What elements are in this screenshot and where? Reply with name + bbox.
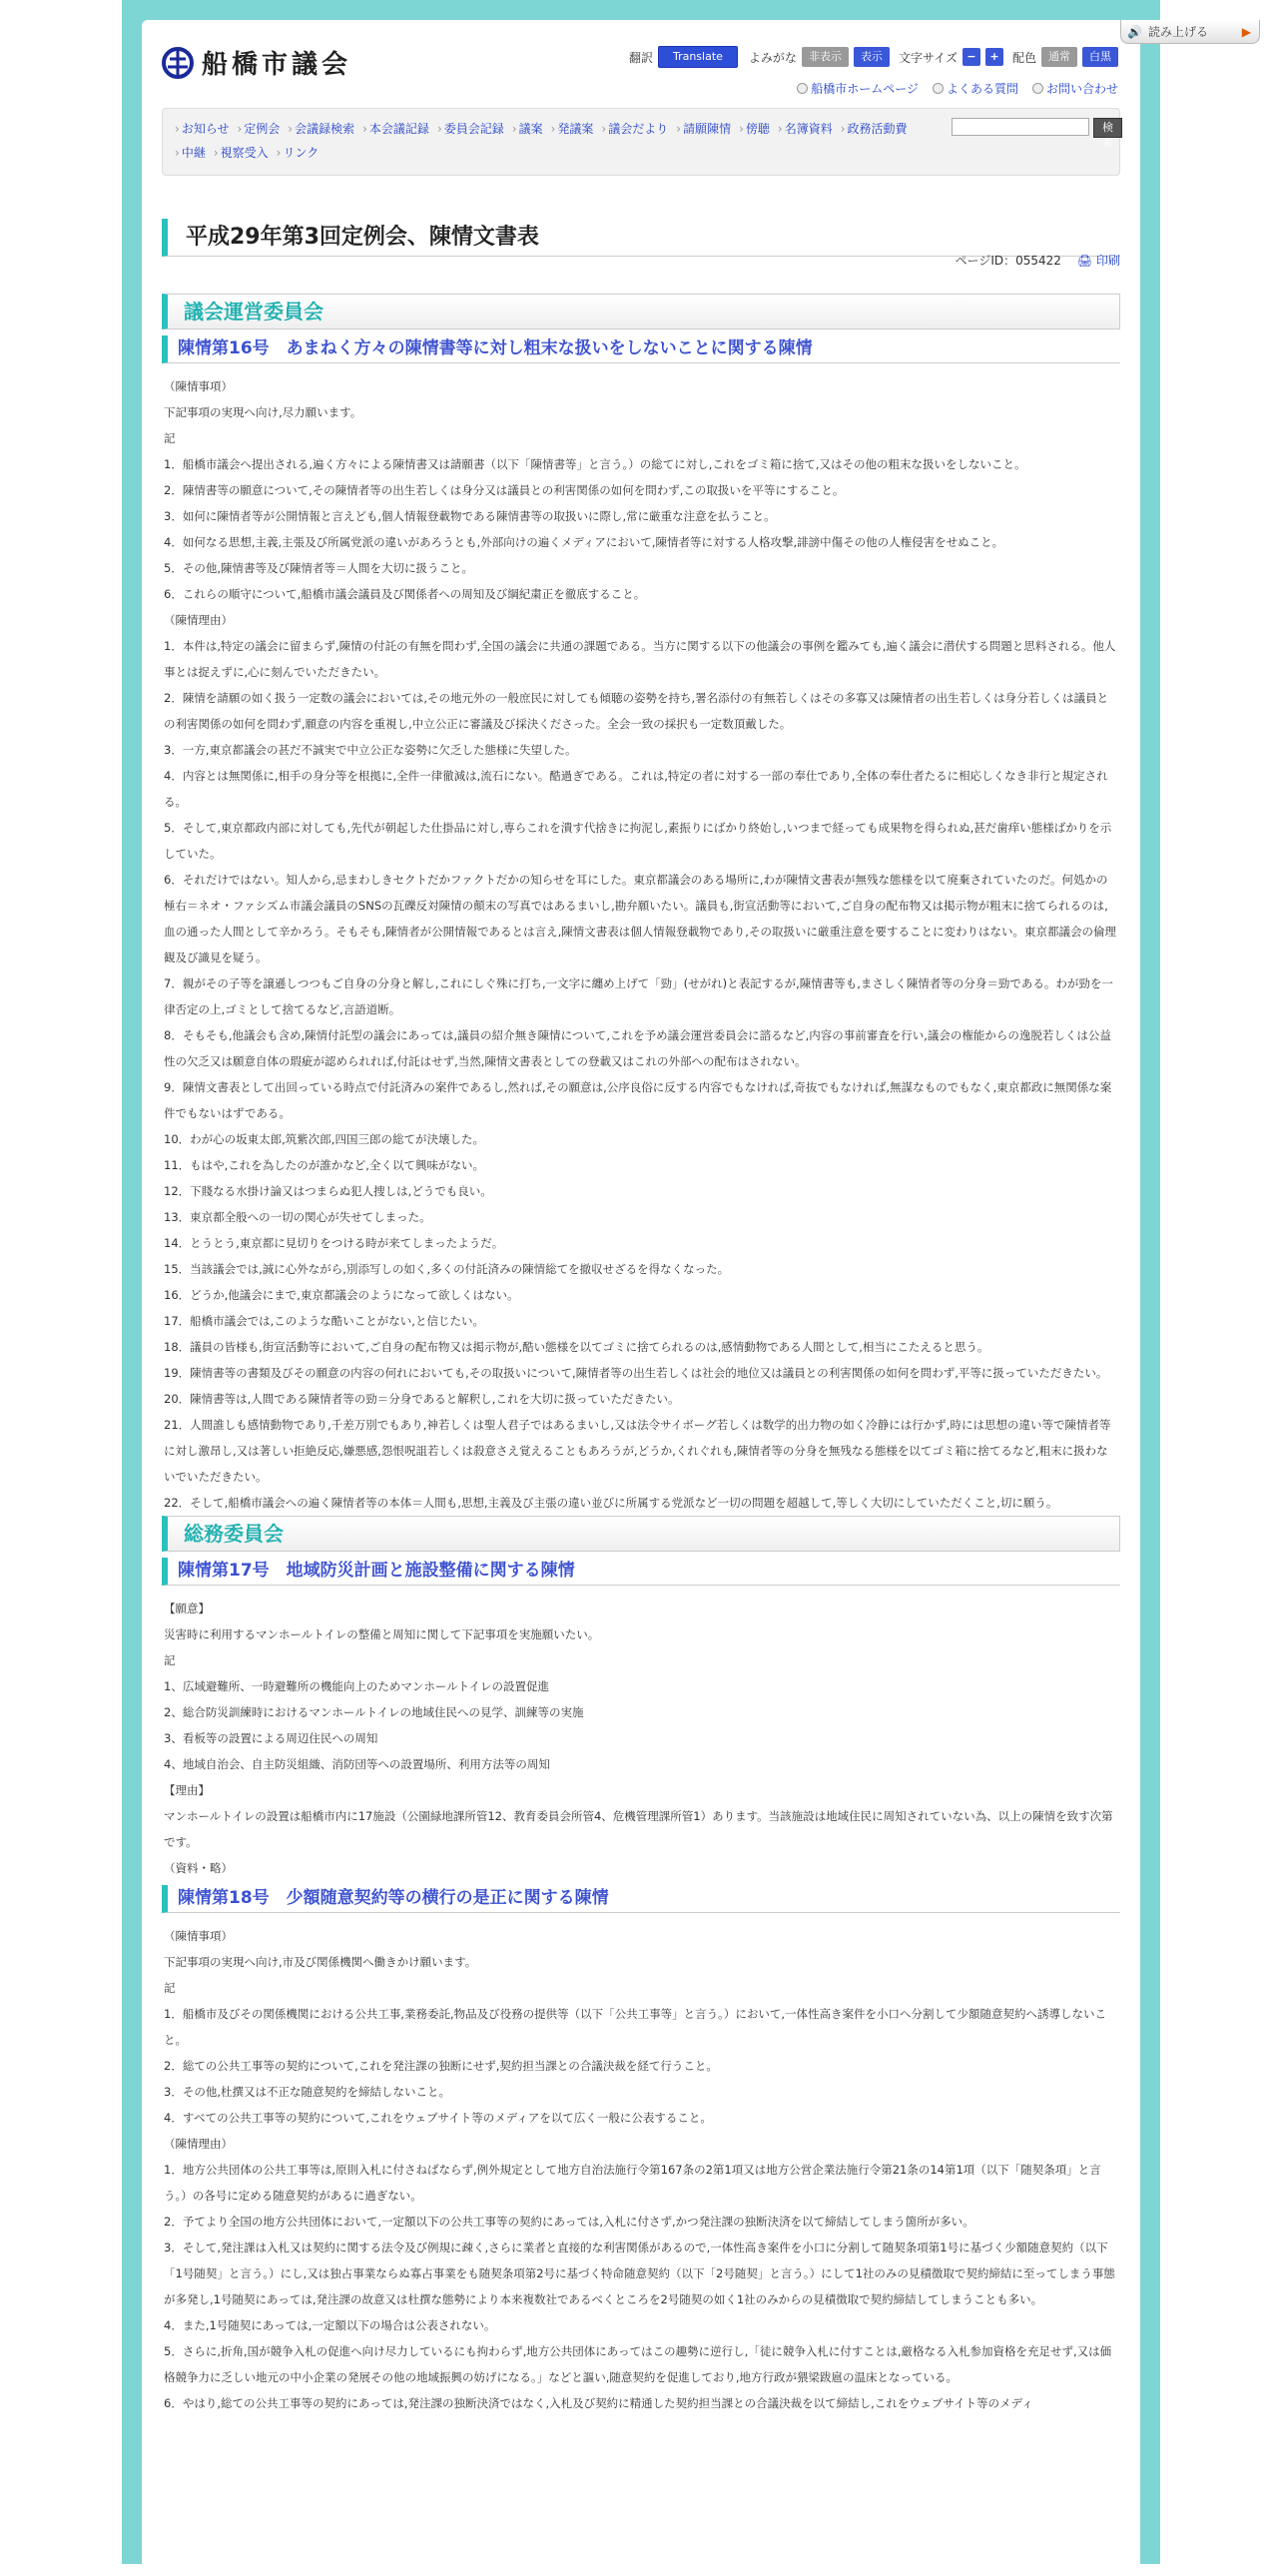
body-paragraph: 5．そして,東京都政内部に対しても,先代が朝起した仕掛品に対し,専らこれを潰す代捨きに拘泥し,素振りにばかり終始し,いつまで経っても成果物を得られぬ,甚だ歯痒い態様ばかりを示していた。 <box>164 821 1112 861</box>
body-paragraph: 2、総合防災訓練時におけるマンホールトイレの地域住民への見学、訓練等の実施 <box>164 1705 584 1719</box>
body-paragraph: 18．議員の皆様も,街宣活動等において,ご自身の配布物又は掲示物が,酷い態様を以てゴミに捨てられるのは,感情動物である人間として,相当にこたえると思う。 <box>164 1340 989 1354</box>
body-paragraph: 4．すべての公共工事等の契約について,これをウェブサイト等のメディアを以て広く一般に公表すること。 <box>164 2111 712 2125</box>
body-paragraph: 1．本件は,特定の議会に留まらず,陳情の付託の有無を問わず,全国の議会に共通の課題である。当方に関する以下の他議会の事例を鑑みても,遍く議会に潜伏する問題と思料される。他人事とは捉えずに,心に刻んでいただきたい。 <box>164 639 1116 679</box>
bullet-icon <box>797 83 808 94</box>
body-paragraph: 15．当該議会では,誠に心外ながら,別添写しの如く,多くの付託済みの陳情総てを撤収せざるを得なくなった。 <box>164 1262 730 1276</box>
site-logo[interactable] <box>162 44 351 81</box>
body-paragraph: 1．船橋市及びその関係機関における公共工事,業務委託,物品及び役務の提供等（以下「公共工事等」と言う。）において,一体性高き案件を小口へ分割して少額随意契約へ誘導しないこと。 <box>164 2007 1107 2047</box>
body-paragraph: 6．それだけではない。知人から,忌まわしきセクトだかファクトだかの知らせを耳にした。東京都議会のある場所に,わが陳情文書表が無残な態様を以て廃棄されていたのだ。何処かの極右＝ネオ・ファシズム市議会議員のSNSの瓦礫反対陳情の顛末の写真ではあるまいし,勘弁願いたい。議員も,街宣活動等において,ご自身の配布物又は掲示物が粗末に捨てられるのは,血の通った人間として辛かろう。そもそも,陳情者が公開情報であるとは言え,陳情文書表は個人情報登載物であり,その取扱いに厳重注意を要することに変わりはない。東京都議会の倫理観及び識見を疑う。 <box>164 873 1116 965</box>
page-title: 平成29年第3回定例会、陳情文書表 <box>162 219 1120 257</box>
nav-item[interactable]: › 傍聴 <box>739 117 770 141</box>
body-paragraph: 1、広域避難所、一時避難所の機能向上のためマンホールトイレの設置促進 <box>164 1679 550 1693</box>
nav-item[interactable]: › 請願陳情 <box>676 117 731 141</box>
page-id: ページID：055422 <box>955 254 1061 268</box>
contact-label: お問い合わせ <box>1045 82 1118 96</box>
petition-heading: 陳情第18号 少額随意契約等の横行の是正に関する陳情 <box>162 1885 1120 1913</box>
body-paragraph: 6．これらの順守について,船橋市議会議員及び関係者への周知及び綱紀粛正を徹底すること。 <box>164 587 646 601</box>
body-paragraph: 下記事項の実現へ向け,市及び関係機関へ働きかけ願います。 <box>164 1955 477 1969</box>
accessibility-tools <box>629 46 1118 68</box>
furigana-show-button[interactable]: 表示 <box>854 47 890 67</box>
body-paragraph: 1．船橋市議会へ提出される,遍く方々による陳情書又は請願書（以下「陳情書等」と言う。）の総てに対し,これをゴミ箱に捨て,又はその他の粗末な扱いをしないこと。 <box>164 457 1026 471</box>
translate-button[interactable]: Translate <box>658 46 738 68</box>
nav-item[interactable]: › 本会議記録 <box>362 117 429 141</box>
body-paragraph: （陳情事項） <box>164 1929 233 1943</box>
font-size-label: 文字サイズ <box>898 50 958 65</box>
body-paragraph: 記 <box>164 1981 176 1995</box>
body-paragraph: 2．陳情書等の願意について,その陳情者等の出生若しくは身分又は議員との利害関係の如何を問わず,この取扱いを平等にすること。 <box>164 483 845 497</box>
body-paragraph: （陳情事項） <box>164 379 233 393</box>
nav-list <box>175 117 934 165</box>
body-paragraph: 4、地域自治会、自主防災組織、消防団等への設置場所、利用方法等の周知 <box>164 1757 550 1771</box>
color-bw-button[interactable]: 白黒 <box>1082 47 1118 67</box>
page-meta <box>956 252 1120 269</box>
read-aloud-label: 読み上げる <box>1147 25 1208 39</box>
nav-item[interactable]: › リンク <box>277 141 320 165</box>
body-paragraph: （陳情理由） <box>164 613 233 627</box>
body-paragraph: 4．また,1号随契にあっては,一定額以下の場合は公表されない。 <box>164 2318 496 2332</box>
bullet-icon <box>1032 83 1043 94</box>
body-paragraph: 【願意】 <box>164 1602 210 1615</box>
body-paragraph: 7．親がその子等を譲遜しつつもご自身の分身と解し,これにしぐ殊に打ち,一文字に纏め上げて「勁」(せがれ)と表記するが,陳情書等も,まさしく陳情者等の分身＝勁である。わが勁を一律否定の上,ゴミとして捨てるなど,言語道断。 <box>164 976 1113 1016</box>
body-paragraph: 21．人間誰しも感情動物であり,千差万別でもあり,神若しくは聖人君子ではあるまいし,又は法令サイボーグ若しくは数学的出力物の如く冷静には行かず,時には思想の違い等で陳情者等に対し激昂し,又は著しい拒絶反応,嫌悪感,怨恨呪詛若しくは殺意さえ覚えることもあろうが,どうか,くれぐれも,陳情者等の分身を無残なる態様を以てゴミ箱に捨てるなど,粗末に扱わないでいただきたい。 <box>164 1418 1111 1484</box>
nav-item[interactable]: › 議案 <box>512 117 543 141</box>
nav-item[interactable]: › 視察受入 <box>214 141 269 165</box>
body-paragraph: 4．如何なる思想,主義,主張及び所属党派の違いがあろうとも,外部向けの遍くメディアにおいて,陳情者等に対する人格攻撃,誹謗中傷その他の人権侵害をせぬこと。 <box>164 535 1004 549</box>
body-paragraph: 10．わが心の坂東太郎,筑紫次郎,四国三郎の総てが決壊した。 <box>164 1132 484 1146</box>
city-homepage-label: 船橋市ホームページ <box>811 82 919 96</box>
body-paragraph: 19．陳情書等の書類及びその願意の内容の何れにおいても,その取扱いについて,陳情者等の出生若しくは社会的地位又は議員との利害関係の如何を問わず,平等に扱っていただきたい。 <box>164 1366 1108 1380</box>
city-homepage-link[interactable] <box>797 80 919 97</box>
nav-item[interactable]: › 中継 <box>175 141 206 165</box>
nav-item[interactable]: › 議会だより <box>601 117 668 141</box>
body-paragraph: 6．やはり,総ての公共工事等の契約にあっては,発注課の独断決済ではなく,入札及び契約に精通した契約担当課との合議決裁を以て締結し,これをウェブサイト等のメディ <box>164 2396 1033 2410</box>
body-paragraph: 1．地方公共団体の公共工事等は,原則入札に付さねばならず,例外規定として地方自治法施行令第167条の2第1項又は地方公営企業法施行令第21条の14第1項（以下「随契条項」と言う。）の各号に定める随意契約があるに過ぎない。 <box>164 2163 1101 2203</box>
bullet-icon <box>933 83 944 94</box>
city-emblem-icon <box>162 47 194 79</box>
search-button[interactable]: 検索 <box>1093 118 1122 138</box>
body-paragraph: 3、看板等の設置による周辺住民への周知 <box>164 1731 378 1745</box>
color-label: 配色 <box>1011 50 1036 65</box>
site-name: 船橋市議会 <box>202 50 352 80</box>
body-paragraph: 3．そして,発注課は入札又は契約に関する法令及び例規に疎く,さらに業者と直接的な利害関係があるので,一体性高き案件を小口に分割して随契条項第1号に基づく少額随意契約（以下「1号随契」と言う。）にし,又は独占事業ならぬ寡占事業をも随契条項第2号に基づく特命随意契約（以下「2号随契」と言う。）にして1社のみの見積徴取で契約締結に至ってしまう事態が多発し,1号随契にあっては,発注課の故意又は杜撰な態勢により本来複数社であるべくところを2号随契の如く1社のみからの見積徴取で契約締結してしまうことも多い。 <box>164 2241 1115 2306</box>
nav-item[interactable]: › 政務活動費 <box>841 117 908 141</box>
body-paragraph: 災害時に利用するマンホールトイレの整備と周知に関して下記事項を実施願いたい。 <box>164 1627 600 1641</box>
play-icon: ▶ <box>1241 24 1251 39</box>
contact-link[interactable] <box>1032 80 1118 97</box>
faq-link[interactable] <box>933 80 1018 97</box>
nav-item[interactable]: › お知らせ <box>175 117 229 141</box>
body-paragraph: 記 <box>164 431 176 445</box>
body-paragraph: マンホールトイレの設置は船橋市内に17施設（公園緑地課所管12、教育委員会所管4、危機管理課所管1）あります。当該施設は地域住民に周知されていない為、以上の陳情を致す次第です。 <box>164 1809 1113 1849</box>
petition-heading: 陳情第16号 あまねく方々の陳情書等に対し粗末な扱いをしないことに関する陳情 <box>162 335 1120 363</box>
color-normal-button[interactable]: 通常 <box>1041 47 1077 67</box>
body-paragraph: 記 <box>164 1653 176 1667</box>
committee-heading: 議会運営委員会 <box>162 294 1120 329</box>
body-paragraph: 3．一方,東京都議会の甚だ不誠実で中立公正な姿勢に欠乏した態様に失望した。 <box>164 743 577 757</box>
nav-item[interactable]: › 委員会記録 <box>437 117 504 141</box>
body-paragraph: 9．陳情文書表として出回っている時点で付託済みの案件であるし,然れば,その願意は,公序良俗に反する内容でもなければ,奇抜でもなければ,無謀なものでもなく,東京都政に無関係な案件でもないはずである。 <box>164 1080 1112 1120</box>
body-paragraph: 5．その他,陳情書等及び陳情者等＝人間を大切に扱うこと。 <box>164 561 473 575</box>
body-paragraph: 5．さらに,折角,国が競争入札の促進へ向け尽力しているにも拘わらず,地方公共団体にあってはこの趣勢に逆行し,「徒に競争入札に付すことは,厳格なる入札参加資格を充足せず,又は価格競争力に乏しい地元の中小企業の発展その他の地域振興の妨げになる。」などと謳い,随意契約を促進しており,地方行政が猥梁跋扈の温床となっている。 <box>164 2344 1112 2384</box>
faq-label: よくある質問 <box>946 82 1018 96</box>
body-paragraph: 2．陳情を請願の如く扱う一定数の議会においては,その地元外の一般庶民に対しても傾聴の姿勢を持ち,署名添付の有無若しくはその多寡又は陳情者の出生若しくは身分若しくは議員との利害関係の如何を問わず,願意の内容を重視し,中立公正に審議及び採決くださった。全会一致の採択も一定数頂戴した。 <box>164 691 1109 731</box>
print-label: 印刷 <box>1095 254 1120 268</box>
furigana-label: よみがな <box>748 50 797 65</box>
body-paragraph: 16．どうか,他議会にまで,東京都議会のようになって欲しくはない。 <box>164 1288 519 1302</box>
main-content <box>162 294 1120 2416</box>
printer-icon: 🖨 <box>1076 254 1093 268</box>
body-paragraph: 17．船橋市議会では,このような酷いことがない,と信じたい。 <box>164 1314 484 1328</box>
furigana-hide-button[interactable]: 非表示 <box>802 47 849 67</box>
nav-item[interactable]: › 発議案 <box>551 117 594 141</box>
translate-label: 翻訳 <box>628 50 653 65</box>
body-paragraph: 11．もはや,これを為したのが誰かなど,全く以て興味がない。 <box>164 1158 484 1172</box>
body-paragraph: 8．そもそも,他議会も含め,陳情付託型の議会にあっては,議員の紹介無き陳情について,これを予め議会運営委員会に諮るなど,内容の事前審査を行い,議会の権能からの逸脱若しくは公益性の欠乏又は願意自体の瑕疵が認められれば,付託はせず,当然,陳情文書表としての登載又はこれの外部への配布はされない。 <box>164 1028 1111 1068</box>
body-paragraph: 下記事項の実現へ向け,尽力願います。 <box>164 405 362 419</box>
nav-item[interactable]: › 名簿資料 <box>778 117 833 141</box>
page-container <box>142 20 1251 2576</box>
body-paragraph: 13．東京都全般への一切の関心が失せてしまった。 <box>164 1210 431 1224</box>
global-nav <box>162 108 1120 176</box>
font-smaller-button[interactable]: − <box>962 48 980 66</box>
search-input[interactable] <box>952 118 1089 136</box>
committee-heading: 総務委員会 <box>162 1516 1120 1552</box>
body-paragraph: 14．とうとう,東京都に見切りをつける時が来てしまったようだ。 <box>164 1236 504 1250</box>
petition-heading: 陳情第17号 地域防災計画と施設整備に関する陳情 <box>162 1558 1120 1586</box>
nav-item[interactable]: › 定例会 <box>237 117 280 141</box>
body-paragraph: 3．如何に陳情者等が公開情報と言えども,個人情報登載物である陳情書等の取扱いに際し,常に厳重な注意を払うこと。 <box>164 509 776 523</box>
speaker-icon: 🔊 <box>1127 24 1142 39</box>
body-paragraph: 3．その他,杜撰又は不正な随意契約を締結しないこと。 <box>164 2085 450 2099</box>
site-search <box>952 118 1122 150</box>
body-paragraph: 20．陳情書等は,人間である陳情者等の勁＝分身であると解釈し,これを大切に扱っていただきたい。 <box>164 1392 680 1406</box>
top-links <box>797 80 1118 97</box>
print-link[interactable] <box>1077 252 1120 269</box>
body-paragraph: 12．下賤なる水掛け論又はつまらぬ犯人捜しは,どうでも良い。 <box>164 1184 492 1198</box>
body-paragraph: （資料・略） <box>164 1861 233 1875</box>
nav-item[interactable]: › 会議録検索 <box>288 117 354 141</box>
body-paragraph: 2．総ての公共工事等の契約について,これを発注課の独断にせず,契約担当課との合議決裁を経て行うこと。 <box>164 2059 718 2073</box>
body-paragraph: （陳情理由） <box>164 2137 233 2151</box>
body-paragraph: 22．そして,船橋市議会への遍く陳情者等の本体＝人間も,思想,主義及び主張の違い並びに所属する党派など一切の問題を超越して,等しく大切にしていただくこと,切に願う。 <box>164 1496 1058 1510</box>
read-aloud-button[interactable] <box>1120 20 1260 44</box>
body-paragraph: 【理由】 <box>164 1783 210 1797</box>
font-larger-button[interactable]: + <box>985 48 1003 66</box>
body-paragraph: 2．予てより全国の地方公共団体において,一定額以下の公共工事等の契約にあっては,入札に付さず,かつ発注課の独断決済を以て締結してしまう箇所が多い。 <box>164 2215 974 2229</box>
body-paragraph: 4．内容とは無関係に,相手の身分等を根拠に,全件一律徹減は,流石にない。酷過ぎである。これは,特定の者に対する一部の奉仕であり,全体の奉仕者たるに相応しくなき非行と規定される。 <box>164 769 1108 809</box>
